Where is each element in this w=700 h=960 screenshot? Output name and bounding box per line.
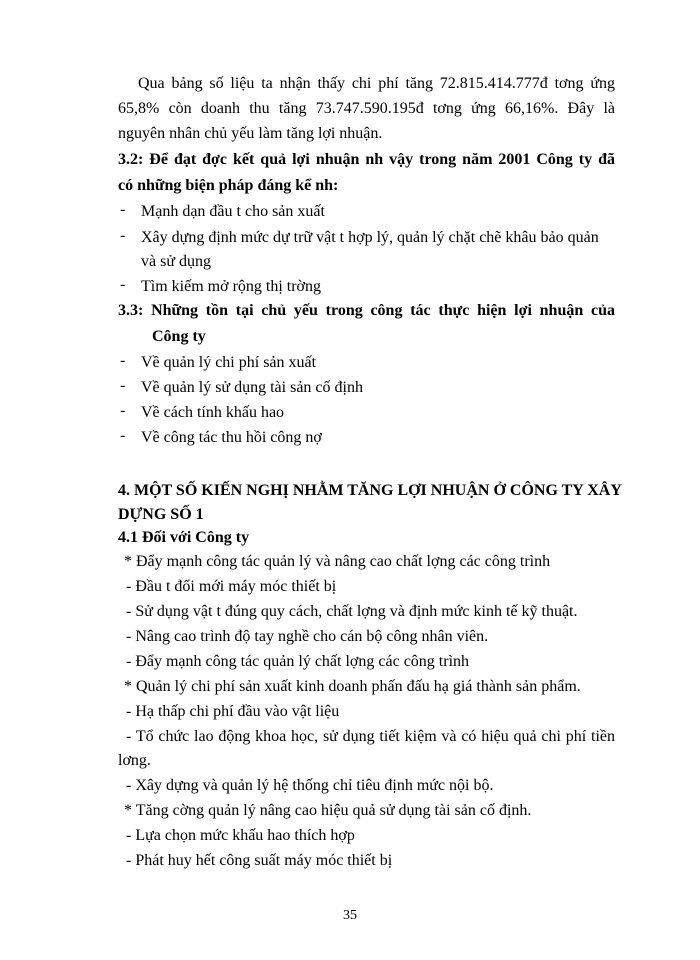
intro-line-1: Qua bảng số liệu ta nhận thấy chi phí tăng 72.815.414.777đ tơng ứng [138, 75, 615, 92]
section-4-line: - Xây dựng và quản lý hệ thống chỉ tiêu định mức nội bộ. [126, 777, 494, 794]
section-3-3-item-2: Về quản lý sử dụng tài sản cố định [141, 379, 363, 396]
section-4-line: - Phát huy hết công suất máy móc thiết bị [126, 852, 393, 869]
section-4-line: - Lựa chọn mức khấu hao thích hợp [126, 827, 355, 844]
bullet-marker: - [120, 276, 126, 293]
section-4-line: * Quản lý chi phí sản xuất kinh doanh phấn đấu hạ giá thành sản phẩm. [124, 678, 581, 695]
bullet-marker: - [120, 377, 126, 394]
section-4-line: - Sử dụng vật t đúng quy cách, chất lợng và định mức kinh tế kỹ thuật. [126, 603, 578, 620]
section-4-line: - Đẩy mạnh công tác quản lý chất lợng các công trình [126, 653, 470, 670]
section-3-3-heading-line-1: 3.3: Những tồn tại chủ yếu trong công tác thực hiện lợi nhuận của [118, 302, 615, 319]
section-4-heading-line-1: 4. MỘT SỐ KIẾN NGHỊ NHẰM TĂNG LỢI NHUẬN Ở CÔNG TY XÂY [118, 482, 622, 499]
section-3-2-heading-line-1: 3.2: Để đạt đợc kết quả lợi nhuận nh vậy trong năm 2001 Công ty đã [118, 151, 615, 168]
section-4-line: - Nâng cao trình độ tay nghề cho cán bộ công nhân viên. [126, 628, 489, 645]
section-3-2-heading-line-2: có những biện pháp đáng kể nh: [118, 177, 339, 194]
section-3-2-item-1: Mạnh dạn đầu t cho sản xuất [141, 203, 325, 220]
section-3-3-heading-line-2: Công ty [152, 328, 206, 345]
section-4-1-heading: 4.1 Đối với Công ty [118, 529, 250, 546]
page-number: 35 [343, 908, 357, 923]
section-4-line: - Đầu t đổi mới máy móc thiết bị [126, 578, 337, 595]
intro-line-3: nguyên nhân chủ yếu làm tăng lợi nhuận. [118, 125, 383, 142]
bullet-marker: - [120, 227, 126, 244]
bullet-marker: - [120, 402, 126, 419]
bullet-marker: - [120, 427, 126, 444]
section-3-2-item-2-cont: và sử dụng [141, 253, 211, 270]
section-3-3-item-1: Về quản lý chi phí sản xuất [141, 354, 317, 371]
section-4-line: - Hạ thấp chi phí đầu vào vật liệu [126, 703, 340, 720]
section-4-heading-line-2: DỰNG SỐ 1 [118, 506, 204, 523]
section-4-line: * Tăng cờng quản lý nâng cao hiệu quả sử dụng tài sản cố định. [124, 802, 532, 819]
section-3-3-item-3: Về cách tính khấu hao [141, 404, 285, 421]
bullet-marker: - [120, 352, 126, 369]
section-3-2-item-2: Xây dựng định mức dự trữ vật t hợp lý, quản lý chặt chẽ khâu bảo quản [141, 229, 599, 246]
section-3-2-item-3: Tìm kiếm mở rộng thị trờng [141, 278, 322, 295]
section-3-3-item-4: Về công tác thu hồi công nợ [141, 429, 322, 446]
section-4-line: * Đẩy mạnh công tác quản lý và nâng cao chất lợng các công trình [124, 553, 551, 570]
bullet-marker: - [120, 201, 126, 218]
intro-line-2: 65,8% còn doanh thu tăng 73.747.590.195đ tơng ứng 66,16%. Đây là [118, 100, 615, 117]
section-4-line: - Tổ chức lao động khoa học, sử dụng tiết kiệm và có hiệu quả chi phí tiền [126, 728, 615, 745]
section-4-line: lơng. [118, 752, 151, 769]
